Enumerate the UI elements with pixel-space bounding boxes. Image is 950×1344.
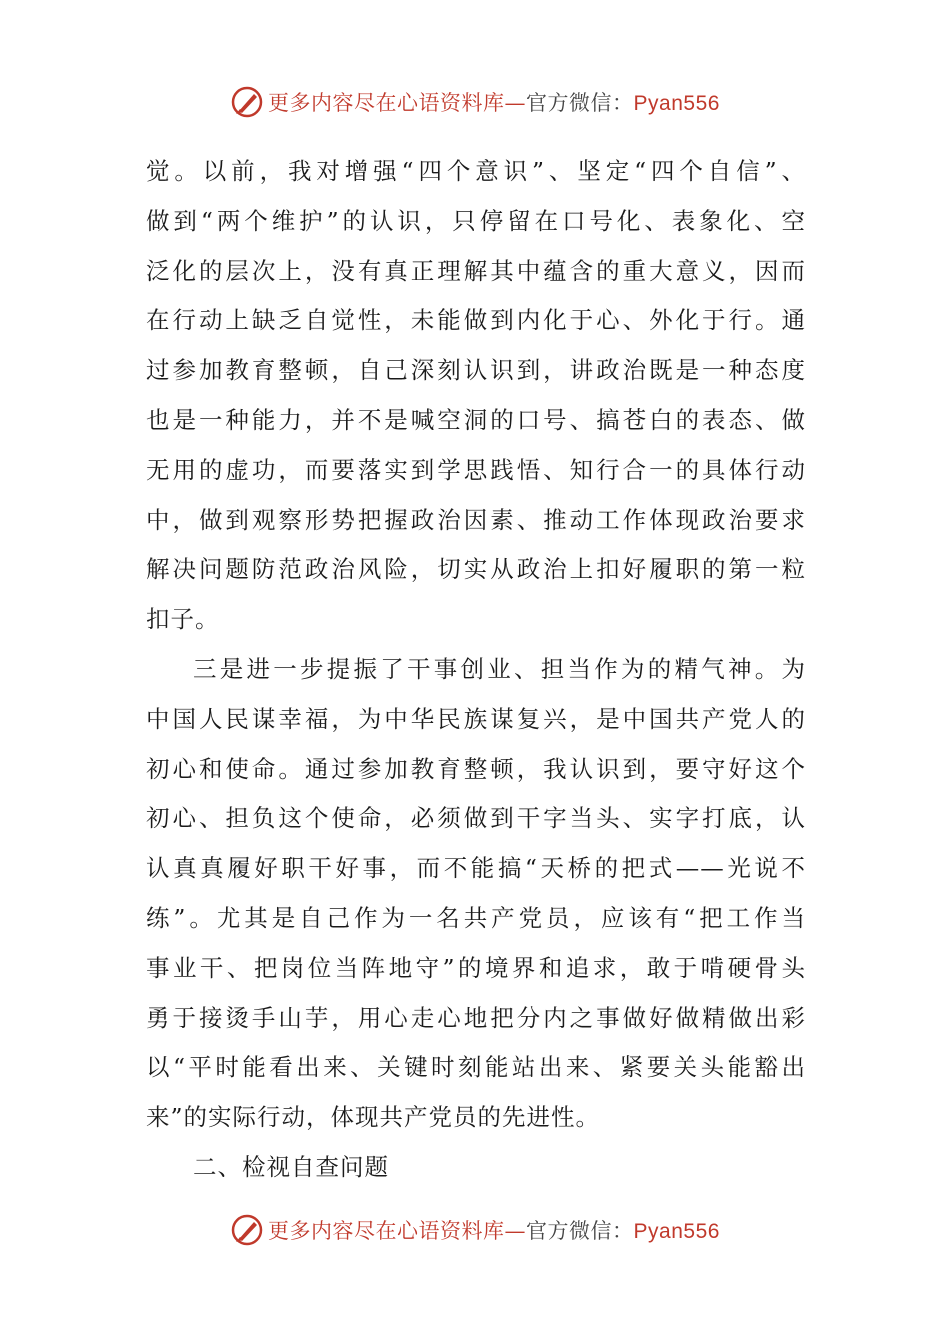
watermark-label: 官方微信： bbox=[526, 91, 634, 115]
paragraph-line: 认真真履好职干好事，而不能搞“天桥的把式——光说不 bbox=[146, 854, 806, 883]
paragraph-line: 中国人民谋幸福，为中华民族谋复兴，是中国共产党人的 bbox=[146, 704, 806, 733]
paragraph-line: 三是进一步提振了干事创业、担当作为的精气神。为 bbox=[193, 654, 806, 683]
watermark-text bbox=[268, 1215, 720, 1245]
watermark-brand: 更多内容尽在心语资料库 bbox=[268, 91, 505, 115]
section-heading: 二、检视自查问题 bbox=[193, 1152, 389, 1181]
paragraph-line: 中，做到观察形势把握政治因素、推动工作体现政治要求 bbox=[146, 505, 806, 534]
paragraph-line: 过参加教育整顿，自己深刻认识到，讲政治既是一种态度 bbox=[146, 356, 806, 385]
paragraph-line: 觉。以前，我对增强“四个意识”、坚定“四个自信”、 bbox=[146, 157, 806, 185]
paragraph-line: 在行动上缺乏自觉性，未能做到内化于心、外化于行。通 bbox=[146, 306, 806, 335]
paragraph-line: 事业干、把岗位当阵地守”的境界和追求，敢于啃硬骨头 bbox=[146, 953, 806, 982]
paragraph-line: 解决问题防范政治风险，切实从政治上扣好履职的第一粒 bbox=[146, 555, 806, 584]
watermark-separator: — bbox=[504, 1219, 527, 1243]
paragraph-line: 来”的实际行动，体现共产党员的先进性。 bbox=[146, 1103, 601, 1132]
paragraph-line: 无用的虚功，而要落实到学思践悟、知行合一的具体行动 bbox=[146, 455, 806, 484]
pen-logo-icon bbox=[230, 85, 264, 119]
paragraph-line: 泛化的层次上，没有真正理解其中蕴含的重大意义，因而 bbox=[146, 256, 806, 285]
watermark-label: 官方微信： bbox=[526, 1219, 634, 1243]
paragraph-line: 初心和使命。通过参加教育整顿，我认识到，要守好这个 bbox=[146, 754, 806, 783]
paragraph-line: 初心、担负这个使命，必须做到干字当头、实字打底，认 bbox=[146, 804, 806, 833]
watermark-wechat-id: Pyan556 bbox=[633, 92, 720, 115]
document-body bbox=[146, 147, 806, 1193]
watermark-wechat-id: Pyan556 bbox=[633, 1220, 720, 1243]
pen-logo-icon bbox=[230, 1213, 264, 1247]
watermark-text bbox=[268, 87, 720, 117]
paragraph-line: 也是一种能力，并不是喊空洞的口号、搞苍白的表态、做 bbox=[146, 405, 806, 434]
watermark-brand: 更多内容尽在心语资料库 bbox=[268, 1219, 505, 1243]
paragraph-line: 勇于接烫手山芋，用心走心地把分内之事做好做精做出彩 bbox=[146, 1003, 806, 1032]
paragraph-line: 练”。尤其是自己作为一名共产党员，应该有“把工作当 bbox=[146, 903, 806, 932]
paragraph-line: 以“平时能看出来、关键时刻能站出来、紧要关头能豁出 bbox=[146, 1053, 806, 1082]
watermark-banner-top bbox=[0, 80, 950, 124]
watermark-banner-bottom bbox=[0, 1208, 950, 1252]
watermark-separator: — bbox=[504, 91, 527, 115]
paragraph-line: 做到“两个维护”的认识，只停留在口号化、表象化、空 bbox=[146, 206, 806, 235]
paragraph-line: 扣子。 bbox=[146, 605, 220, 634]
